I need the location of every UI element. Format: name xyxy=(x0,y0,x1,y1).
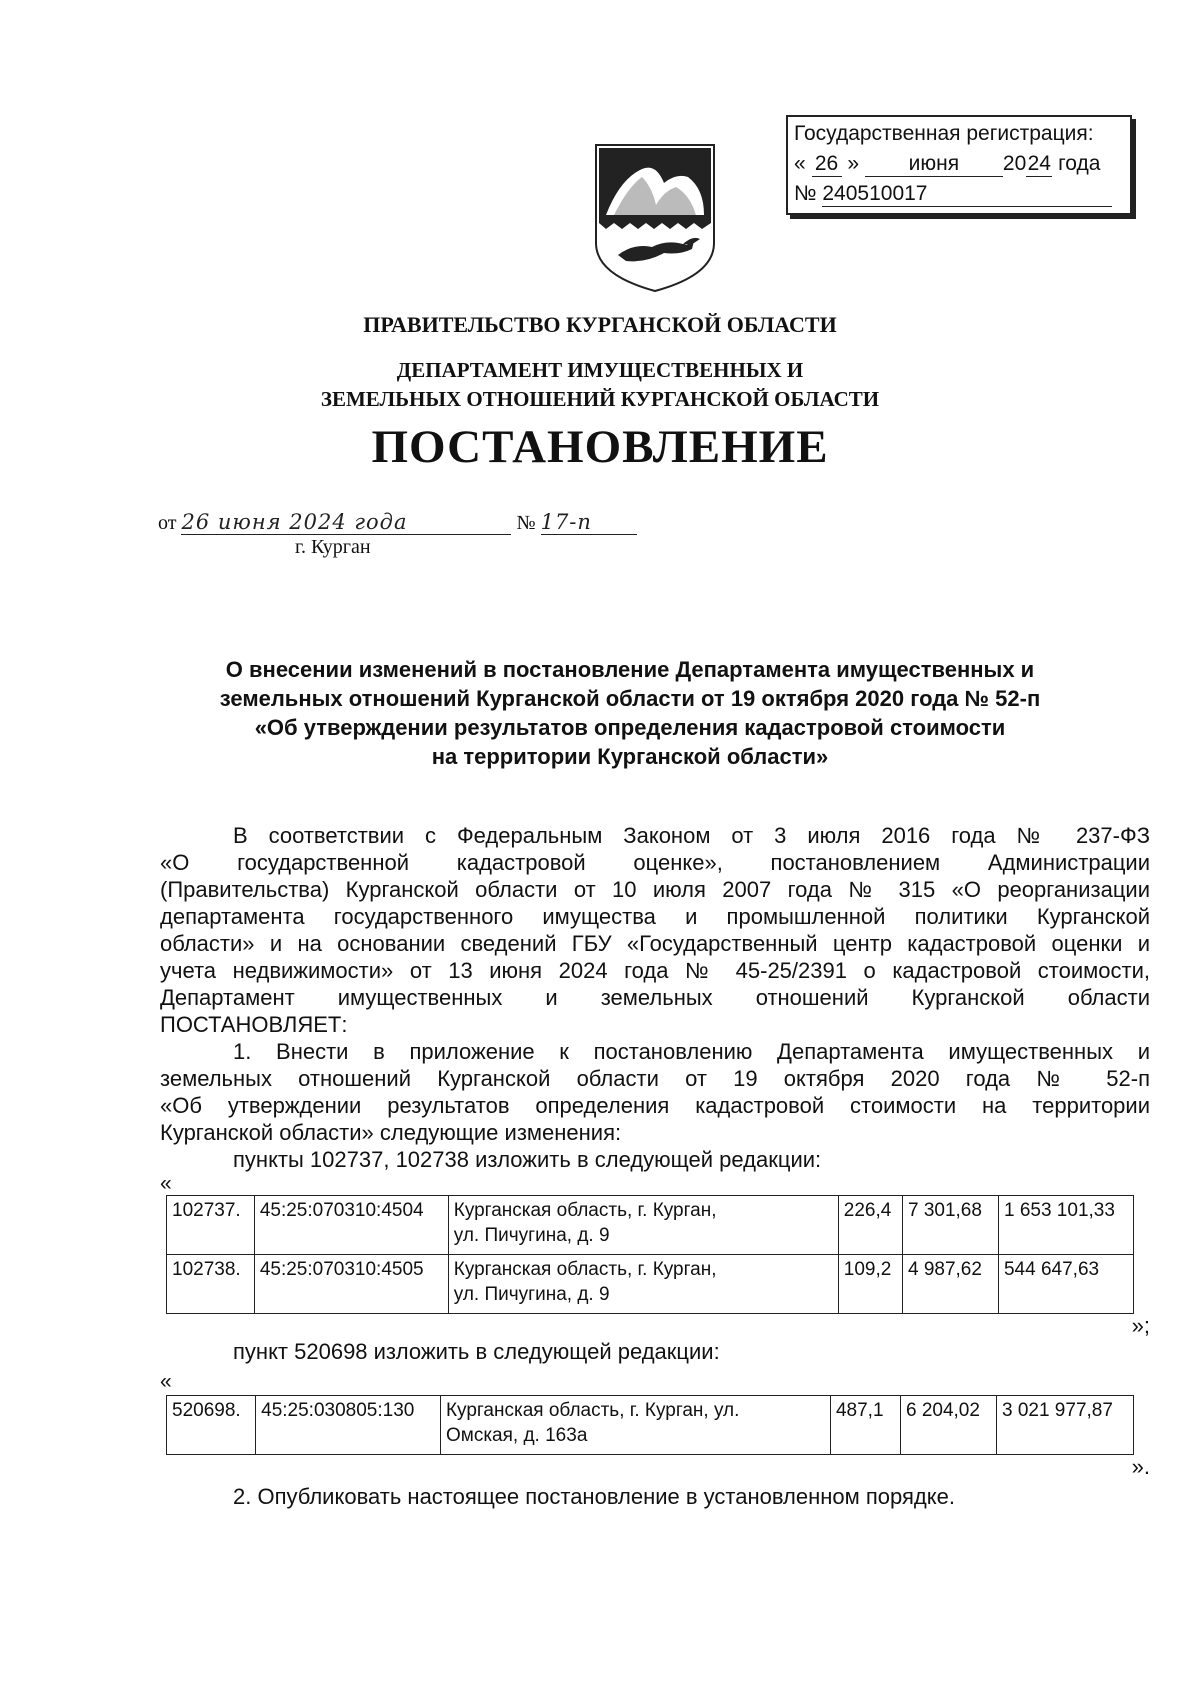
document-date-number: от 26 июня 2024 года № 17-п xyxy=(158,510,637,535)
document-number: 17-п xyxy=(541,510,637,535)
amendment-intro-2: пункт 520698 изложить в следующей редакции: xyxy=(233,1339,720,1364)
amendment-table-2 xyxy=(166,1395,1134,1455)
department-name: ДЕПАРТАМЕНТ ИМУЩЕСТВЕННЫХ И ЗЕМЕЛЬНЫХ ОТНОШЕНИЙ КУРГАНСКОЙ ОБЛАСТИ xyxy=(320,358,880,411)
close-quote-2: ». xyxy=(1131,1454,1150,1479)
registration-number: № 240510017 xyxy=(794,179,1130,209)
item-1: 1. Внести в приложение к постановлению Департамента имущественных и земельных отношений Курганской области от 19 октября 2020 года № 52-п «Об утверждении результатов определения кадастровой стоимости на территории Курганской области» следующие изменения: xyxy=(160,1039,1150,1145)
item-2: 2. Опубликовать настоящее постановление в установленном порядке. xyxy=(233,1484,955,1509)
document-type: ПОСТАНОВЛЕНИЕ xyxy=(371,421,829,473)
registration-date: « 26 » июня 2024 года xyxy=(794,152,1101,175)
government-name: ПРАВИТЕЛЬСТВО КУРГАНСКОЙ ОБЛАСТИ xyxy=(363,312,837,337)
registration-title: Государственная регистрация: xyxy=(794,122,1094,145)
amendment-table-1 xyxy=(166,1195,1134,1314)
close-quote-1: »; xyxy=(1131,1313,1150,1338)
registration-box xyxy=(786,115,1132,215)
document-body xyxy=(160,822,1150,1510)
coat-of-arms-icon xyxy=(590,143,720,293)
document-city: г. Курган xyxy=(295,536,371,558)
preamble: В соответствии с Федеральным Законом от 3 июля 2016 года № 237-ФЗ «О государственной кадастровой оценке», постановлением Администрации (Правительства) Курганской области от 10 июля 2007 года № 315 «О реорганизации департамента государственного имущества и промышленной политики Курганской области» и на основании сведений ГБУ «Государственный центр кадастровой оценки и учета недвижимости» от 13 июня 2024 года № 45-25/2391 о кадастровой стоимости, Департамент имущественных и земельных отношений Курганской области ПОСТАНОВЛЯЕТ: xyxy=(160,823,1150,1037)
document-title: О внесении изменений в постановление Департамента имущественных и земельных отношений Курганской области от 19 октября 2020 года № 52-п «Об утверждении результатов определения кадастровой стоимости на территории Курганской области» xyxy=(219,657,1041,769)
amendment-intro-1: пункты 102737, 102738 изложить в следующей редакции: xyxy=(233,1147,822,1172)
table-row: 102737. 45:25:070310:4504 Курганская область, г. Курган, ул. Пичугина, д. 9 226,4 7 301,68 1 653 101,33 xyxy=(167,1196,1134,1255)
open-quote-1: « xyxy=(160,1172,172,1195)
table-row: 102738. 45:25:070310:4505 Курганская область, г. Курган, ул. Пичугина, д. 9 109,2 4 987,62 544 647,63 xyxy=(167,1255,1134,1314)
table-row: 520698. 45:25:030805:130 Курганская область, г. Курган, ул. Омская, д. 163а 487,1 6 204,02 3 021 977,87 xyxy=(167,1396,1134,1455)
registration-month: июня xyxy=(865,152,1003,177)
registration-day: 26 xyxy=(812,152,842,177)
open-quote-2: « xyxy=(160,1370,172,1393)
document-date: 26 июня 2024 года xyxy=(181,510,511,535)
registration-year: 24 xyxy=(1027,152,1051,175)
